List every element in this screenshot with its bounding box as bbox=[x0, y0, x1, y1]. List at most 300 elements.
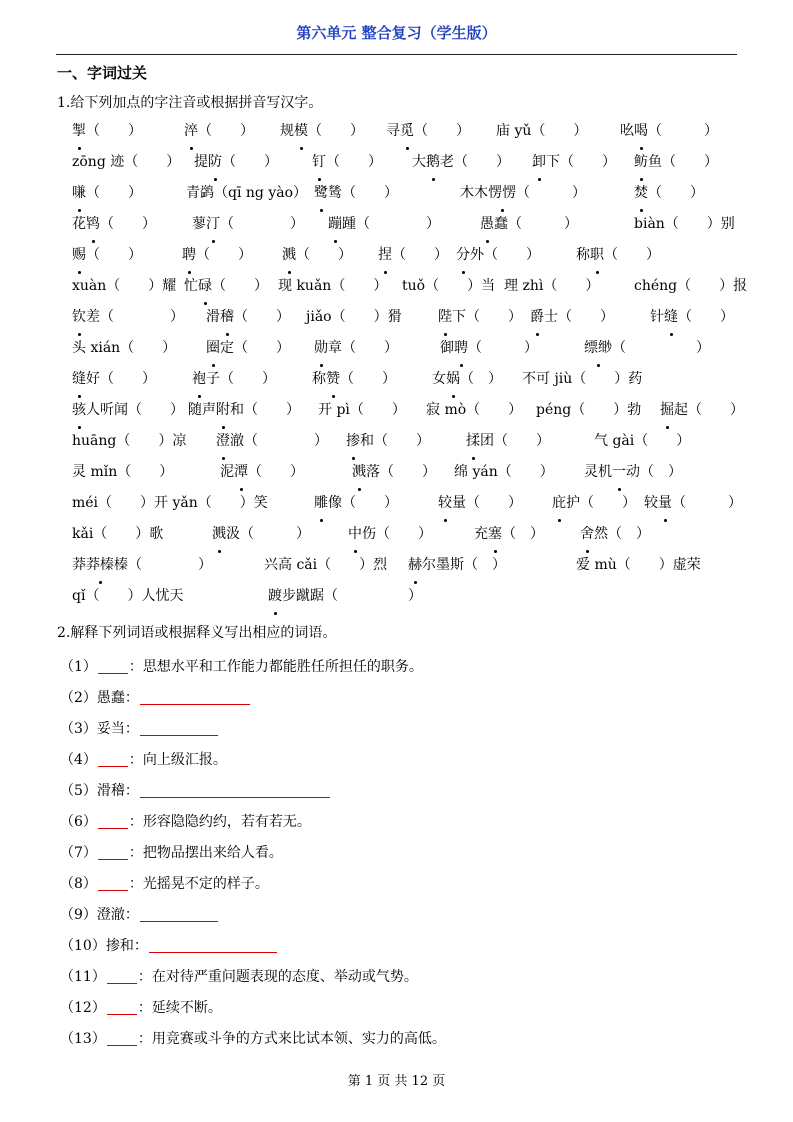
answer-blank[interactable] bbox=[107, 965, 137, 984]
item-suffix: 动（ ） bbox=[626, 464, 682, 480]
item-suffix: （ ） bbox=[392, 247, 448, 263]
item-suffix: 外（ ） bbox=[470, 247, 540, 263]
pinyin-row bbox=[56, 581, 746, 612]
pinyin-item bbox=[182, 240, 252, 271]
definition-item bbox=[60, 900, 740, 931]
item-prefix: 开 pì（ ） bbox=[318, 402, 406, 418]
pinyin-item bbox=[504, 271, 599, 302]
page-title: 第六单元 整合复习（学生版） bbox=[296, 24, 497, 42]
pinyin-item bbox=[348, 519, 432, 550]
item-suffix: 下（ ） bbox=[546, 154, 616, 170]
question-2-title: 2.解释下列词语或根据释义写出相应的词语。 bbox=[57, 625, 337, 641]
item-suffix: 尔墨斯（ ） bbox=[422, 557, 506, 573]
dotted-character: 鲂 bbox=[634, 147, 648, 178]
dotted-character: 溅 bbox=[352, 457, 366, 488]
item-prefix: 花 bbox=[72, 216, 86, 232]
pinyin-item bbox=[650, 302, 734, 333]
definition-item bbox=[60, 714, 740, 745]
pinyin-item bbox=[576, 550, 701, 581]
item-prefix: 爱 mù（ ）虚荣 bbox=[576, 557, 701, 573]
answer-blank[interactable] bbox=[140, 903, 218, 922]
pinyin-item bbox=[72, 488, 268, 519]
dotted-character: 娲 bbox=[446, 364, 460, 395]
item-prefix: 规 bbox=[280, 123, 294, 139]
item-prefix: 不可 jiù（ ）药 bbox=[522, 371, 643, 387]
item-prefix: 针 bbox=[650, 309, 664, 325]
pinyin-item bbox=[580, 519, 650, 550]
dotted-character: 塞 bbox=[488, 519, 502, 550]
dotted-character: 聘 bbox=[454, 333, 468, 364]
definition-item bbox=[60, 1024, 740, 1055]
pinyin-item bbox=[192, 209, 304, 240]
page-footer bbox=[0, 1072, 793, 1092]
item-suffix: 伤（ ） bbox=[362, 526, 432, 542]
pinyin-row bbox=[56, 116, 746, 147]
item-suffix: （ ） bbox=[648, 185, 704, 201]
pinyin-item bbox=[278, 271, 387, 302]
item-prefix: 绵 yán（ ） bbox=[454, 464, 554, 480]
pinyin-item bbox=[576, 240, 660, 271]
dotted-character: 踱 bbox=[268, 581, 282, 612]
item-number: （11） bbox=[60, 969, 106, 985]
item-number: （3） bbox=[60, 721, 97, 737]
dotted-character: 雕 bbox=[314, 488, 328, 519]
dotted-character: 鹭 bbox=[314, 178, 328, 209]
item-prefix: 称 bbox=[312, 371, 326, 387]
pinyin-item bbox=[184, 271, 268, 302]
pinyin-item bbox=[72, 116, 142, 147]
item-word: 澄澈： bbox=[96, 907, 139, 923]
pinyin-item bbox=[72, 209, 156, 240]
pinyin-row bbox=[56, 550, 746, 581]
dotted-character: 庇 bbox=[552, 488, 566, 519]
item-prefix: 忙 bbox=[184, 278, 198, 294]
dotted-character: 分 bbox=[456, 240, 470, 271]
pinyin-item bbox=[184, 116, 254, 147]
dotted-character: 蹦 bbox=[328, 209, 342, 240]
dotted-character: 觅 bbox=[400, 116, 414, 147]
pinyin-item bbox=[306, 302, 402, 333]
definition-item bbox=[60, 745, 740, 776]
item-suffix: 和（ ） bbox=[360, 433, 430, 449]
pinyin-item bbox=[440, 333, 538, 364]
pinyin-item bbox=[72, 147, 180, 178]
definition-item bbox=[60, 838, 740, 869]
pinyin-item bbox=[188, 395, 300, 426]
item-suffix: 和（ ） bbox=[230, 402, 300, 418]
dotted-character: 附 bbox=[216, 395, 230, 426]
item-prefix: huāng（ ）凉 bbox=[72, 433, 187, 449]
pinyin-item bbox=[620, 116, 718, 147]
pinyin-item bbox=[346, 426, 430, 457]
dotted-character: 职 bbox=[590, 240, 604, 271]
item-suffix: （ ） bbox=[86, 185, 142, 201]
item-suffix: 人听闻（ ） bbox=[86, 402, 184, 418]
item-suffix: 下（ ） bbox=[452, 309, 522, 325]
pinyin-item bbox=[206, 333, 290, 364]
pinyin-item bbox=[438, 488, 522, 519]
dotted-character: 汀 bbox=[206, 209, 220, 240]
item-suffix: （ ） bbox=[308, 123, 364, 139]
pinyin-row bbox=[56, 364, 746, 395]
page-number: 第 1 页 共 12 页 bbox=[347, 1074, 446, 1089]
item-number: （5） bbox=[60, 783, 97, 799]
dotted-character: 缥缈 bbox=[584, 333, 612, 364]
pinyin-item bbox=[72, 302, 184, 333]
item-number: （7） bbox=[60, 845, 97, 861]
item-suffix: 起（ ） bbox=[674, 402, 744, 418]
item-suffix: 然（ ） bbox=[594, 526, 650, 542]
item-prefix: 提 bbox=[194, 154, 208, 170]
dotted-character: 淬 bbox=[184, 116, 198, 147]
item-suffix: 像（ ） bbox=[328, 495, 398, 511]
answer-blank[interactable] bbox=[149, 934, 277, 953]
pinyin-item bbox=[456, 240, 540, 271]
item-suffix: （ ） bbox=[212, 278, 268, 294]
pinyin-item bbox=[220, 457, 304, 488]
pinyin-item bbox=[408, 550, 506, 581]
item-prefix: qǐ（ ）人忧天 bbox=[72, 588, 184, 604]
pinyin-item bbox=[378, 240, 448, 271]
pinyin-item bbox=[412, 147, 510, 178]
pinyin-item bbox=[280, 116, 364, 147]
item-suffix: （ ） bbox=[234, 309, 290, 325]
item-suffix: 老（ ） bbox=[440, 154, 510, 170]
pinyin-item bbox=[660, 395, 744, 426]
pinyin-item bbox=[438, 302, 522, 333]
item-suffix: 士（ ） bbox=[544, 309, 614, 325]
pinyin-item bbox=[192, 364, 276, 395]
item-suffix: （ ） bbox=[612, 340, 710, 356]
page-header bbox=[56, 20, 737, 55]
item-number: （12） bbox=[60, 1000, 106, 1016]
item-suffix: 差（ ） bbox=[86, 309, 184, 325]
definition-item bbox=[60, 869, 740, 900]
dotted-character: 愚 bbox=[480, 209, 494, 240]
item-text: ：形容隐隐约约，若有若无。 bbox=[128, 814, 311, 830]
item-prefix: 寻 bbox=[386, 123, 400, 139]
item-prefix: 兴高 cǎi（ ）烈 bbox=[264, 557, 388, 573]
item-suffix: （ ） bbox=[502, 526, 544, 542]
dotted-character: 莽莽榛榛 bbox=[72, 550, 128, 581]
item-suffix: （ ） bbox=[604, 247, 660, 263]
item-prefix: 女 bbox=[432, 371, 446, 387]
item-number: （2） bbox=[60, 690, 97, 706]
answer-blank[interactable] bbox=[140, 686, 250, 705]
dotted-character: 愣愣 bbox=[488, 178, 516, 209]
item-prefix: 理 zhì（ ） bbox=[504, 278, 600, 294]
dotted-character: 潭 bbox=[234, 457, 248, 488]
answer-blank[interactable] bbox=[107, 996, 137, 1015]
item-number: （8） bbox=[60, 876, 97, 892]
answer-blank[interactable] bbox=[98, 841, 128, 860]
item-suffix: （ ） bbox=[128, 557, 212, 573]
answer-blank[interactable] bbox=[98, 810, 128, 829]
pinyin-item bbox=[312, 147, 382, 178]
dotted-character: 勋 bbox=[314, 333, 328, 364]
pinyin-item bbox=[584, 457, 682, 488]
item-suffix: （ ） bbox=[220, 216, 304, 232]
answer-blank[interactable] bbox=[98, 872, 128, 891]
item-suffix: 好（ ） bbox=[86, 371, 156, 387]
item-prefix: xuàn（ ）耀 bbox=[72, 278, 177, 294]
pinyin-item bbox=[268, 581, 422, 612]
dotted-character: 掺 bbox=[346, 426, 360, 457]
dotted-character: 赐 bbox=[72, 240, 86, 271]
item-number: （9） bbox=[60, 907, 97, 923]
item-text: ：思想水平和工作能力都能胜任所担任的职务。 bbox=[128, 659, 423, 675]
dotted-character: 量 bbox=[658, 488, 672, 519]
item-word: 愚蠢： bbox=[96, 690, 139, 706]
dotted-character: 赞 bbox=[326, 364, 340, 395]
pinyin-item bbox=[584, 333, 710, 364]
dotted-character: 澄 bbox=[216, 426, 230, 457]
pinyin-item bbox=[460, 178, 586, 209]
pinyin-item bbox=[454, 457, 554, 488]
item-prefix: tuǒ（ ）当 bbox=[402, 278, 496, 294]
item-prefix: 头 xián（ ） bbox=[72, 340, 177, 356]
dotted-character: 喝 bbox=[634, 116, 648, 147]
pinyin-item bbox=[72, 364, 156, 395]
item-prefix: 寂 mò（ ） bbox=[426, 402, 523, 418]
definition-item bbox=[60, 807, 740, 838]
item-prefix: 滑 bbox=[206, 309, 220, 325]
item-suffix: （ ） bbox=[248, 464, 304, 480]
pinyin-row bbox=[56, 147, 746, 178]
pinyin-item bbox=[552, 488, 636, 519]
item-text: ：向上级汇报。 bbox=[128, 752, 227, 768]
item-word: 掺和： bbox=[105, 938, 148, 954]
answer-blank[interactable] bbox=[140, 717, 218, 736]
item-suffix: 落（ ） bbox=[366, 464, 436, 480]
item-prefix: 木木 bbox=[460, 185, 488, 201]
pinyin-row bbox=[56, 209, 746, 240]
item-suffix: 团（ ） bbox=[480, 433, 550, 449]
item-prefix: 随声 bbox=[188, 402, 216, 418]
dotted-character: 鸨 bbox=[86, 209, 100, 240]
dotted-character: 捏 bbox=[378, 240, 392, 271]
item-suffix: （ ） bbox=[414, 123, 470, 139]
item-text: ：把物品摆出来给人看。 bbox=[128, 845, 283, 861]
dotted-character: 碌 bbox=[198, 271, 212, 302]
dotted-character: 舍 bbox=[580, 519, 594, 550]
pinyin-item bbox=[634, 209, 735, 240]
pinyin-item bbox=[432, 364, 502, 395]
pinyin-item bbox=[594, 426, 690, 457]
answer-blank[interactable] bbox=[98, 748, 128, 767]
item-suffix: （ ） bbox=[196, 247, 252, 263]
item-prefix: 大 bbox=[412, 154, 426, 170]
answer-blank[interactable] bbox=[140, 779, 330, 798]
question-1-title: 1.给下列加点的字注音或根据拼音写汉字。 bbox=[57, 95, 323, 111]
pinyin-exercise-grid bbox=[56, 116, 746, 612]
item-word: 妥当： bbox=[96, 721, 139, 737]
item-text: ：在对待严重问题表现的态度、举动或气势。 bbox=[137, 969, 418, 985]
item-prefix: 气 gài（ ） bbox=[594, 433, 691, 449]
item-prefix: 蓼 bbox=[192, 216, 206, 232]
item-suffix: 踵（ ） bbox=[342, 216, 440, 232]
item-suffix: 鸶（ ） bbox=[328, 185, 398, 201]
definition-list bbox=[60, 652, 740, 1055]
item-prefix: 灵机 bbox=[584, 464, 612, 480]
item-number: （1） bbox=[60, 659, 97, 675]
pinyin-item bbox=[72, 457, 173, 488]
item-suffix: 子（ ） bbox=[206, 371, 276, 387]
dotted-character: 稽 bbox=[220, 302, 234, 333]
item-suffix: （ ） bbox=[198, 123, 254, 139]
answer-blank[interactable] bbox=[107, 1027, 137, 1046]
item-text: ：延续不断。 bbox=[137, 1000, 222, 1016]
item-prefix: jiǎo（ ）猾 bbox=[306, 309, 402, 325]
pinyin-item bbox=[72, 271, 176, 302]
dotted-character: 溅 bbox=[282, 240, 296, 271]
pinyin-item bbox=[634, 178, 704, 209]
item-word: 滑稽： bbox=[96, 783, 139, 799]
pinyin-item bbox=[282, 240, 352, 271]
dotted-character: 掘 bbox=[660, 395, 674, 426]
pinyin-item bbox=[474, 519, 544, 550]
pinyin-row bbox=[56, 426, 746, 457]
pinyin-item bbox=[634, 147, 718, 178]
item-suffix: 量（ ） bbox=[452, 495, 522, 511]
dotted-character: 缝 bbox=[664, 302, 678, 333]
item-prefix: 御 bbox=[440, 340, 454, 356]
pinyin-item bbox=[186, 178, 307, 209]
item-prefix: kǎi（ ）歌 bbox=[72, 526, 164, 542]
item-suffix: （ ） bbox=[678, 309, 734, 325]
item-prefix: 现 kuǎn（ ） bbox=[278, 278, 388, 294]
dotted-character: 陛 bbox=[438, 302, 452, 333]
item-text: ：用竞赛或斗争的方式来比试本领、实力的高低。 bbox=[137, 1031, 446, 1047]
item-suffix: 步蹴踞（ ） bbox=[282, 588, 422, 604]
pinyin-item bbox=[318, 395, 406, 426]
dotted-character: 聘 bbox=[182, 240, 196, 271]
item-suffix: （ ） bbox=[222, 154, 278, 170]
pinyin-item bbox=[194, 147, 278, 178]
item-suffix: （ ） bbox=[648, 123, 718, 139]
item-suffix: （ ） bbox=[340, 371, 396, 387]
answer-blank[interactable] bbox=[98, 655, 128, 674]
pinyin-item bbox=[212, 519, 310, 550]
item-suffix: 鱼（ ） bbox=[648, 154, 718, 170]
pinyin-item bbox=[634, 271, 747, 302]
pinyin-item bbox=[532, 147, 616, 178]
dotted-character: 卸 bbox=[532, 147, 546, 178]
definition-item bbox=[60, 683, 740, 714]
pinyin-item bbox=[536, 395, 641, 426]
pinyin-row bbox=[56, 488, 746, 519]
dotted-character: 骇 bbox=[72, 395, 86, 426]
pinyin-item bbox=[386, 116, 470, 147]
dotted-character: 防 bbox=[208, 147, 222, 178]
pinyin-item bbox=[530, 302, 614, 333]
pinyin-item bbox=[522, 364, 642, 395]
pinyin-item bbox=[72, 519, 163, 550]
pinyin-item bbox=[312, 364, 396, 395]
item-prefix: 灵 mǐn（ ） bbox=[72, 464, 174, 480]
item-suffix: （ ） bbox=[100, 216, 156, 232]
dotted-character: 赫 bbox=[408, 550, 422, 581]
pinyin-row bbox=[56, 178, 746, 209]
pinyin-item bbox=[314, 178, 398, 209]
item-suffix: 章（ ） bbox=[328, 340, 398, 356]
dotted-character: 钦 bbox=[72, 302, 86, 333]
dotted-character: 袍 bbox=[192, 364, 206, 395]
dotted-character: 嗛 bbox=[72, 178, 86, 209]
pinyin-item bbox=[480, 209, 578, 240]
item-suffix: （ ） bbox=[86, 247, 142, 263]
pinyin-item bbox=[72, 333, 176, 364]
item-number: （6） bbox=[60, 814, 97, 830]
dotted-character: 焚 bbox=[634, 178, 648, 209]
item-prefix: 泥 bbox=[220, 464, 234, 480]
item-suffix: 澈（ ） bbox=[230, 433, 328, 449]
pinyin-item bbox=[72, 550, 212, 581]
pinyin-item bbox=[72, 581, 183, 612]
definition-item bbox=[60, 931, 740, 962]
item-prefix: méi（ ）开 yǎn（ ）笑 bbox=[72, 495, 268, 511]
dotted-character: 模 bbox=[294, 116, 308, 147]
dotted-character: 圈 bbox=[206, 333, 220, 364]
pinyin-item bbox=[314, 333, 398, 364]
item-prefix: 较 bbox=[644, 495, 658, 511]
pinyin-item bbox=[206, 302, 290, 333]
item-suffix: 汲（ ） bbox=[226, 526, 310, 542]
pinyin-row bbox=[56, 240, 746, 271]
dotted-character: 溅 bbox=[212, 519, 226, 550]
pinyin-item bbox=[352, 457, 436, 488]
item-prefix: péng（ ）勃 bbox=[536, 402, 642, 418]
item-text: ：光摇晃不定的样子。 bbox=[128, 876, 269, 892]
pinyin-item bbox=[466, 426, 550, 457]
dotted-character: 中 bbox=[348, 519, 362, 550]
pinyin-item bbox=[496, 116, 587, 147]
item-suffix: （ ） bbox=[86, 123, 142, 139]
item-number: （4） bbox=[60, 752, 97, 768]
pinyin-item bbox=[72, 240, 142, 271]
item-number: （13） bbox=[60, 1031, 106, 1047]
item-suffix: （ ） bbox=[296, 247, 352, 263]
item-prefix: 称 bbox=[576, 247, 590, 263]
dotted-character: 爵 bbox=[530, 302, 544, 333]
item-suffix: （ ） bbox=[326, 154, 382, 170]
pinyin-item bbox=[314, 488, 398, 519]
pinyin-item bbox=[72, 426, 186, 457]
pinyin-item bbox=[426, 395, 522, 426]
item-prefix: zōng 迹（ ） bbox=[72, 154, 181, 170]
item-suffix: （ ） bbox=[460, 371, 502, 387]
dotted-character: 揉 bbox=[466, 426, 480, 457]
dotted-character: 较 bbox=[438, 488, 452, 519]
dotted-character: 掣 bbox=[72, 116, 86, 147]
item-suffix: 蠢（ ） bbox=[494, 216, 578, 232]
section-title: 一、字词过关 bbox=[57, 64, 148, 82]
pinyin-item bbox=[328, 209, 440, 240]
pinyin-item bbox=[402, 271, 495, 302]
pinyin-row bbox=[56, 457, 746, 488]
pinyin-item bbox=[264, 550, 387, 581]
pinyin-row bbox=[56, 395, 746, 426]
definition-item bbox=[60, 993, 740, 1024]
dotted-character: 缝 bbox=[72, 364, 86, 395]
pinyin-row bbox=[56, 519, 746, 550]
dotted-character: 鹅 bbox=[426, 147, 440, 178]
item-prefix: 青鹢（qī ng yào） bbox=[186, 185, 308, 201]
item-suffix: （ ） bbox=[516, 185, 586, 201]
pinyin-item bbox=[644, 488, 742, 519]
item-prefix: 充 bbox=[474, 526, 488, 542]
pinyin-row bbox=[56, 333, 746, 364]
